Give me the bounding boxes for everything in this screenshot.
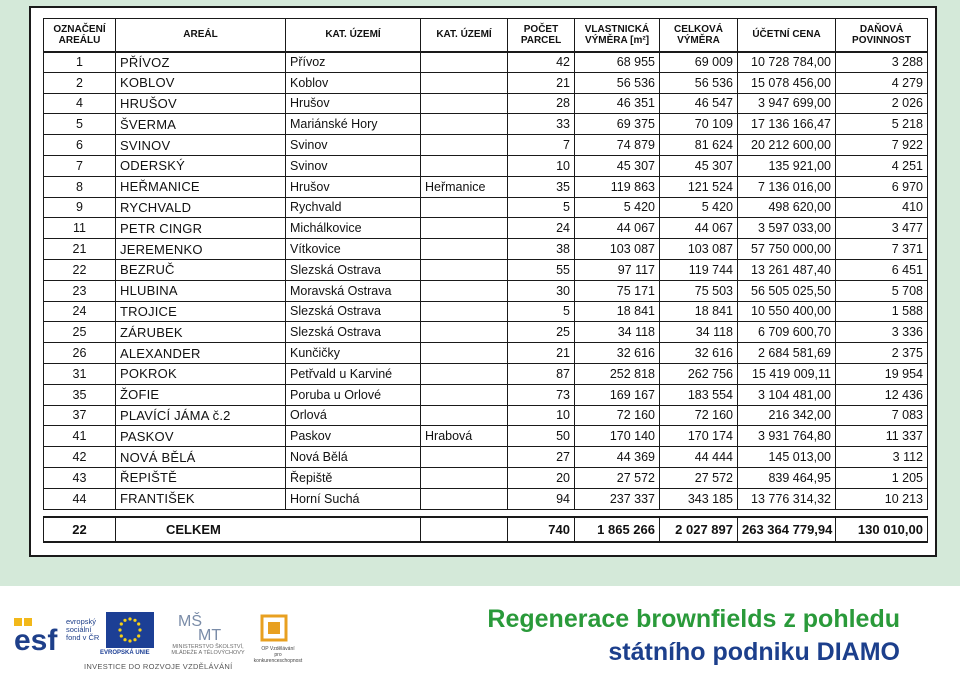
row-owned-area: 103 087 [575, 239, 660, 260]
row-areal: RYCHVALD [116, 197, 286, 218]
row-kat1: Hrušov [286, 176, 421, 197]
header-areal: AREÁL [116, 19, 286, 52]
msmt-text-line2: MLÁDEŽE A TĚLOVÝCHOVY [171, 650, 245, 656]
row-book-price: 13 776 314,32 [738, 488, 836, 509]
row-code: 25 [44, 322, 116, 343]
row-code: 37 [44, 405, 116, 426]
row-code: 9 [44, 197, 116, 218]
row-book-price: 3 104 481,00 [738, 384, 836, 405]
row-total-area: 343 185 [660, 488, 738, 509]
row-book-price: 56 505 025,50 [738, 280, 836, 301]
row-owned-area: 252 818 [575, 363, 660, 384]
row-kat2: Heřmanice [421, 176, 508, 197]
row-areal: BEZRUČ [116, 259, 286, 280]
row-parcels: 20 [508, 467, 575, 488]
op-vk-text-line2: pro konkurenceschopnost [253, 652, 303, 664]
row-parcels: 25 [508, 322, 575, 343]
row-kat1: Horní Suchá [286, 488, 421, 509]
msmt-logo-icon [176, 610, 236, 642]
row-code: 7 [44, 155, 116, 176]
row-total-area: 32 616 [660, 343, 738, 364]
row-areal: PETR CINGR [116, 218, 286, 239]
row-areal: POKROK [116, 363, 286, 384]
table-separator [44, 509, 928, 517]
row-owned-area: 74 879 [575, 135, 660, 156]
op-vk-text [250, 646, 306, 664]
header-owned-area: VLASTNICKÁ VÝMĚRA [m²] [575, 19, 660, 52]
row-tax: 1 205 [836, 467, 928, 488]
row-tax: 4 251 [836, 155, 928, 176]
row-owned-area: 27 572 [575, 467, 660, 488]
row-owned-area: 170 140 [575, 426, 660, 447]
row-tax: 7 922 [836, 135, 928, 156]
row-total-area: 5 420 [660, 197, 738, 218]
table-row [44, 218, 928, 239]
row-owned-area: 119 863 [575, 176, 660, 197]
row-kat1: Petřvald u Karviné [286, 363, 421, 384]
header-code: OZNAČENÍ AREÁLU [44, 19, 116, 52]
row-tax: 2 026 [836, 93, 928, 114]
row-code: 35 [44, 384, 116, 405]
row-code: 5 [44, 114, 116, 135]
row-parcels: 5 [508, 301, 575, 322]
table-row [44, 155, 928, 176]
table-row [44, 405, 928, 426]
header-book-price: ÚČETNÍ CENA [738, 19, 836, 52]
row-tax: 7 371 [836, 239, 928, 260]
row-code: 11 [44, 218, 116, 239]
row-areal: PASKOV [116, 426, 286, 447]
row-kat2 [421, 322, 508, 343]
row-kat2 [421, 301, 508, 322]
row-owned-area: 45 307 [575, 155, 660, 176]
table-header-row [44, 19, 928, 52]
row-kat1: Svinov [286, 135, 421, 156]
table-frame [29, 6, 937, 557]
row-parcels: 10 [508, 155, 575, 176]
esf-text-line1: evropský [66, 617, 97, 626]
table-row [44, 426, 928, 447]
row-kat2 [421, 155, 508, 176]
row-kat2 [421, 384, 508, 405]
footer [0, 586, 960, 674]
row-tax: 1 588 [836, 301, 928, 322]
row-kat1: Nová Bělá [286, 447, 421, 468]
header-parcels: POČET PARCEL [508, 19, 575, 52]
op-vk-logo-icon [258, 612, 292, 644]
header-total-area: CELKOVÁ VÝMĚRA [660, 19, 738, 52]
row-total-area: 72 160 [660, 405, 738, 426]
row-code: 26 [44, 343, 116, 364]
row-kat1: Slezská Ostrava [286, 322, 421, 343]
areal-table [43, 18, 928, 543]
row-total-area: 170 174 [660, 426, 738, 447]
row-book-price: 57 750 000,00 [738, 239, 836, 260]
row-owned-area: 237 337 [575, 488, 660, 509]
row-total-area: 44 067 [660, 218, 738, 239]
total-book-price: 263 364 779,94 [738, 517, 836, 542]
table-row [44, 135, 928, 156]
table-total [44, 517, 928, 542]
table-row [44, 301, 928, 322]
row-kat2 [421, 343, 508, 364]
row-tax: 3 336 [836, 322, 928, 343]
header-tax: DAŇOVÁ POVINNOST [836, 19, 928, 52]
row-areal: SVINOV [116, 135, 286, 156]
row-parcels: 73 [508, 384, 575, 405]
table-row [44, 93, 928, 114]
row-tax: 4 279 [836, 72, 928, 93]
row-parcels: 27 [508, 447, 575, 468]
row-total-area: 27 572 [660, 467, 738, 488]
row-parcels: 38 [508, 239, 575, 260]
row-total-area: 34 118 [660, 322, 738, 343]
row-parcels: 10 [508, 405, 575, 426]
row-total-area: 119 744 [660, 259, 738, 280]
row-kat2 [421, 363, 508, 384]
row-kat2 [421, 52, 508, 73]
row-parcels: 28 [508, 93, 575, 114]
row-book-price: 135 921,00 [738, 155, 836, 176]
row-book-price: 13 261 487,40 [738, 259, 836, 280]
table-row [44, 197, 928, 218]
row-kat2 [421, 218, 508, 239]
row-areal: ODERSKÝ [116, 155, 286, 176]
row-kat1: Rychvald [286, 197, 421, 218]
row-kat1: Moravská Ostrava [286, 280, 421, 301]
total-parcels: 740 [508, 517, 575, 542]
row-book-price: 216 342,00 [738, 405, 836, 426]
row-owned-area: 169 167 [575, 384, 660, 405]
row-kat2 [421, 405, 508, 426]
row-parcels: 33 [508, 114, 575, 135]
row-kat1: Slezská Ostrava [286, 301, 421, 322]
row-parcels: 5 [508, 197, 575, 218]
total-empty [421, 517, 508, 542]
row-owned-area: 69 375 [575, 114, 660, 135]
row-areal: FRANTIŠEK [116, 488, 286, 509]
row-book-price: 498 620,00 [738, 197, 836, 218]
row-parcels: 94 [508, 488, 575, 509]
row-book-price: 15 078 456,00 [738, 72, 836, 93]
table-row [44, 488, 928, 509]
row-total-area: 262 756 [660, 363, 738, 384]
row-book-price: 145 013,00 [738, 447, 836, 468]
table-row [44, 322, 928, 343]
row-areal: ZÁRUBEK [116, 322, 286, 343]
row-kat1: Přívoz [286, 52, 421, 73]
total-total-area: 2 027 897 [660, 517, 738, 542]
row-tax: 7 083 [836, 405, 928, 426]
row-total-area: 44 444 [660, 447, 738, 468]
row-book-price: 10 728 784,00 [738, 52, 836, 73]
row-tax: 10 213 [836, 488, 928, 509]
row-tax: 3 477 [836, 218, 928, 239]
table-row [44, 384, 928, 405]
row-total-area: 46 547 [660, 93, 738, 114]
row-areal: KOBLOV [116, 72, 286, 93]
row-kat1: Řepiště [286, 467, 421, 488]
row-kat1: Vítkovice [286, 239, 421, 260]
row-book-price: 17 136 166,47 [738, 114, 836, 135]
row-parcels: 7 [508, 135, 575, 156]
row-code: 6 [44, 135, 116, 156]
row-total-area: 121 524 [660, 176, 738, 197]
row-book-price: 839 464,95 [738, 467, 836, 488]
table-row [44, 280, 928, 301]
row-code: 22 [44, 259, 116, 280]
row-kat2 [421, 467, 508, 488]
row-owned-area: 56 536 [575, 72, 660, 93]
row-kat1: Michálkovice [286, 218, 421, 239]
row-kat2 [421, 93, 508, 114]
investment-slogan: INVESTICE DO ROZVOJE VZDĚLÁVÁNÍ [84, 662, 233, 671]
row-kat1: Paskov [286, 426, 421, 447]
row-code: 23 [44, 280, 116, 301]
esf-text-line2: sociální [66, 625, 92, 634]
svg-text:esf: esf [14, 624, 58, 654]
row-owned-area: 72 160 [575, 405, 660, 426]
row-areal: NOVÁ BĚLÁ [116, 447, 286, 468]
row-code: 24 [44, 301, 116, 322]
row-kat2 [421, 259, 508, 280]
row-kat2 [421, 280, 508, 301]
row-owned-area: 75 171 [575, 280, 660, 301]
row-areal: TROJICE [116, 301, 286, 322]
row-book-price: 3 931 764,80 [738, 426, 836, 447]
row-code: 42 [44, 447, 116, 468]
table-body [44, 52, 928, 510]
eu-flag-icon [106, 612, 154, 648]
row-kat2 [421, 135, 508, 156]
total-code: 22 [44, 517, 116, 542]
table-row [44, 239, 928, 260]
row-areal: ŠVERMA [116, 114, 286, 135]
row-book-price: 6 709 600,70 [738, 322, 836, 343]
total-owned-area: 1 865 266 [575, 517, 660, 542]
row-kat2 [421, 447, 508, 468]
table-row [44, 259, 928, 280]
row-kat1: Slezská Ostrava [286, 259, 421, 280]
row-kat1: Mariánské Hory [286, 114, 421, 135]
row-owned-area: 68 955 [575, 52, 660, 73]
row-parcels: 42 [508, 52, 575, 73]
row-areal: ALEXANDER [116, 343, 286, 364]
row-tax: 410 [836, 197, 928, 218]
row-areal: JEREMENKO [116, 239, 286, 260]
row-book-price: 3 947 699,00 [738, 93, 836, 114]
row-parcels: 30 [508, 280, 575, 301]
row-total-area: 56 536 [660, 72, 738, 93]
row-total-area: 18 841 [660, 301, 738, 322]
total-row [44, 517, 928, 542]
row-code: 4 [44, 93, 116, 114]
row-parcels: 24 [508, 218, 575, 239]
row-areal: ŘEPIŠTĚ [116, 467, 286, 488]
table-row [44, 114, 928, 135]
presentation-title-line2: státního podniku DIAMO [608, 638, 900, 666]
table-row [44, 176, 928, 197]
row-total-area: 183 554 [660, 384, 738, 405]
table-row [44, 343, 928, 364]
table-row [44, 447, 928, 468]
row-book-price: 15 419 009,11 [738, 363, 836, 384]
row-areal: HRUŠOV [116, 93, 286, 114]
row-kat2: Hrabová [421, 426, 508, 447]
row-tax: 2 375 [836, 343, 928, 364]
row-owned-area: 44 067 [575, 218, 660, 239]
total-label: CELKEM [116, 517, 421, 542]
row-areal: PLAVÍCÍ JÁMA č.2 [116, 405, 286, 426]
row-kat1: Hrušov [286, 93, 421, 114]
row-tax: 19 954 [836, 363, 928, 384]
row-code: 8 [44, 176, 116, 197]
row-tax: 5 218 [836, 114, 928, 135]
row-owned-area: 44 369 [575, 447, 660, 468]
row-total-area: 70 109 [660, 114, 738, 135]
header-kat1: KAT. ÚZEMÍ [286, 19, 421, 52]
row-code: 1 [44, 52, 116, 73]
presentation-title-line1: Regenerace brownfields z pohledu [487, 605, 900, 633]
row-kat2 [421, 239, 508, 260]
msmt-text-line1: MINISTERSTVO ŠKOLSTVÍ, [172, 644, 244, 650]
total-tax: 130 010,00 [836, 517, 928, 542]
esf-text [66, 618, 99, 642]
table-row [44, 72, 928, 93]
row-total-area: 69 009 [660, 52, 738, 73]
row-tax: 3 288 [836, 52, 928, 73]
row-kat2 [421, 72, 508, 93]
esf-text-line3: fond v ČR [66, 633, 100, 642]
row-tax: 6 451 [836, 259, 928, 280]
row-code: 21 [44, 239, 116, 260]
row-kat1: Orlová [286, 405, 421, 426]
row-tax: 11 337 [836, 426, 928, 447]
row-book-price: 20 212 600,00 [738, 135, 836, 156]
row-book-price: 2 684 581,69 [738, 343, 836, 364]
row-owned-area: 32 616 [575, 343, 660, 364]
table-row [44, 52, 928, 73]
op-vk-text-line1: OP Vzdělávání [261, 646, 295, 652]
row-total-area: 81 624 [660, 135, 738, 156]
row-tax: 12 436 [836, 384, 928, 405]
svg-text:MŠ: MŠ [178, 613, 202, 630]
row-total-area: 75 503 [660, 280, 738, 301]
row-book-price: 3 597 033,00 [738, 218, 836, 239]
row-owned-area: 34 118 [575, 322, 660, 343]
row-book-price: 7 136 016,00 [738, 176, 836, 197]
row-code: 41 [44, 426, 116, 447]
row-owned-area: 97 117 [575, 259, 660, 280]
row-tax: 5 708 [836, 280, 928, 301]
row-kat2 [421, 197, 508, 218]
row-kat2 [421, 114, 508, 135]
row-areal: PŘÍVOZ [116, 52, 286, 73]
row-total-area: 103 087 [660, 239, 738, 260]
row-areal: ŽOFIE [116, 384, 286, 405]
header-kat2: KAT. ÚZEMÍ [421, 19, 508, 52]
row-code: 2 [44, 72, 116, 93]
row-kat1: Koblov [286, 72, 421, 93]
row-parcels: 55 [508, 259, 575, 280]
row-owned-area: 5 420 [575, 197, 660, 218]
row-tax: 3 112 [836, 447, 928, 468]
msmt-text [170, 644, 246, 656]
row-book-price: 10 550 400,00 [738, 301, 836, 322]
row-owned-area: 18 841 [575, 301, 660, 322]
row-kat1: Svinov [286, 155, 421, 176]
row-parcels: 21 [508, 343, 575, 364]
row-total-area: 45 307 [660, 155, 738, 176]
row-parcels: 35 [508, 176, 575, 197]
row-owned-area: 46 351 [575, 93, 660, 114]
row-kat2 [421, 488, 508, 509]
row-parcels: 21 [508, 72, 575, 93]
svg-text:MT: MT [198, 627, 222, 642]
table-row [44, 467, 928, 488]
row-areal: HLUBINA [116, 280, 286, 301]
row-parcels: 87 [508, 363, 575, 384]
row-code: 44 [44, 488, 116, 509]
row-tax: 6 970 [836, 176, 928, 197]
eu-text: EVROPSKÁ UNIE [100, 650, 150, 656]
row-parcels: 50 [508, 426, 575, 447]
table-row [44, 363, 928, 384]
row-kat1: Poruba u Orlové [286, 384, 421, 405]
row-areal: HEŘMANICE [116, 176, 286, 197]
row-code: 43 [44, 467, 116, 488]
row-kat1: Kunčičky [286, 343, 421, 364]
row-code: 31 [44, 363, 116, 384]
